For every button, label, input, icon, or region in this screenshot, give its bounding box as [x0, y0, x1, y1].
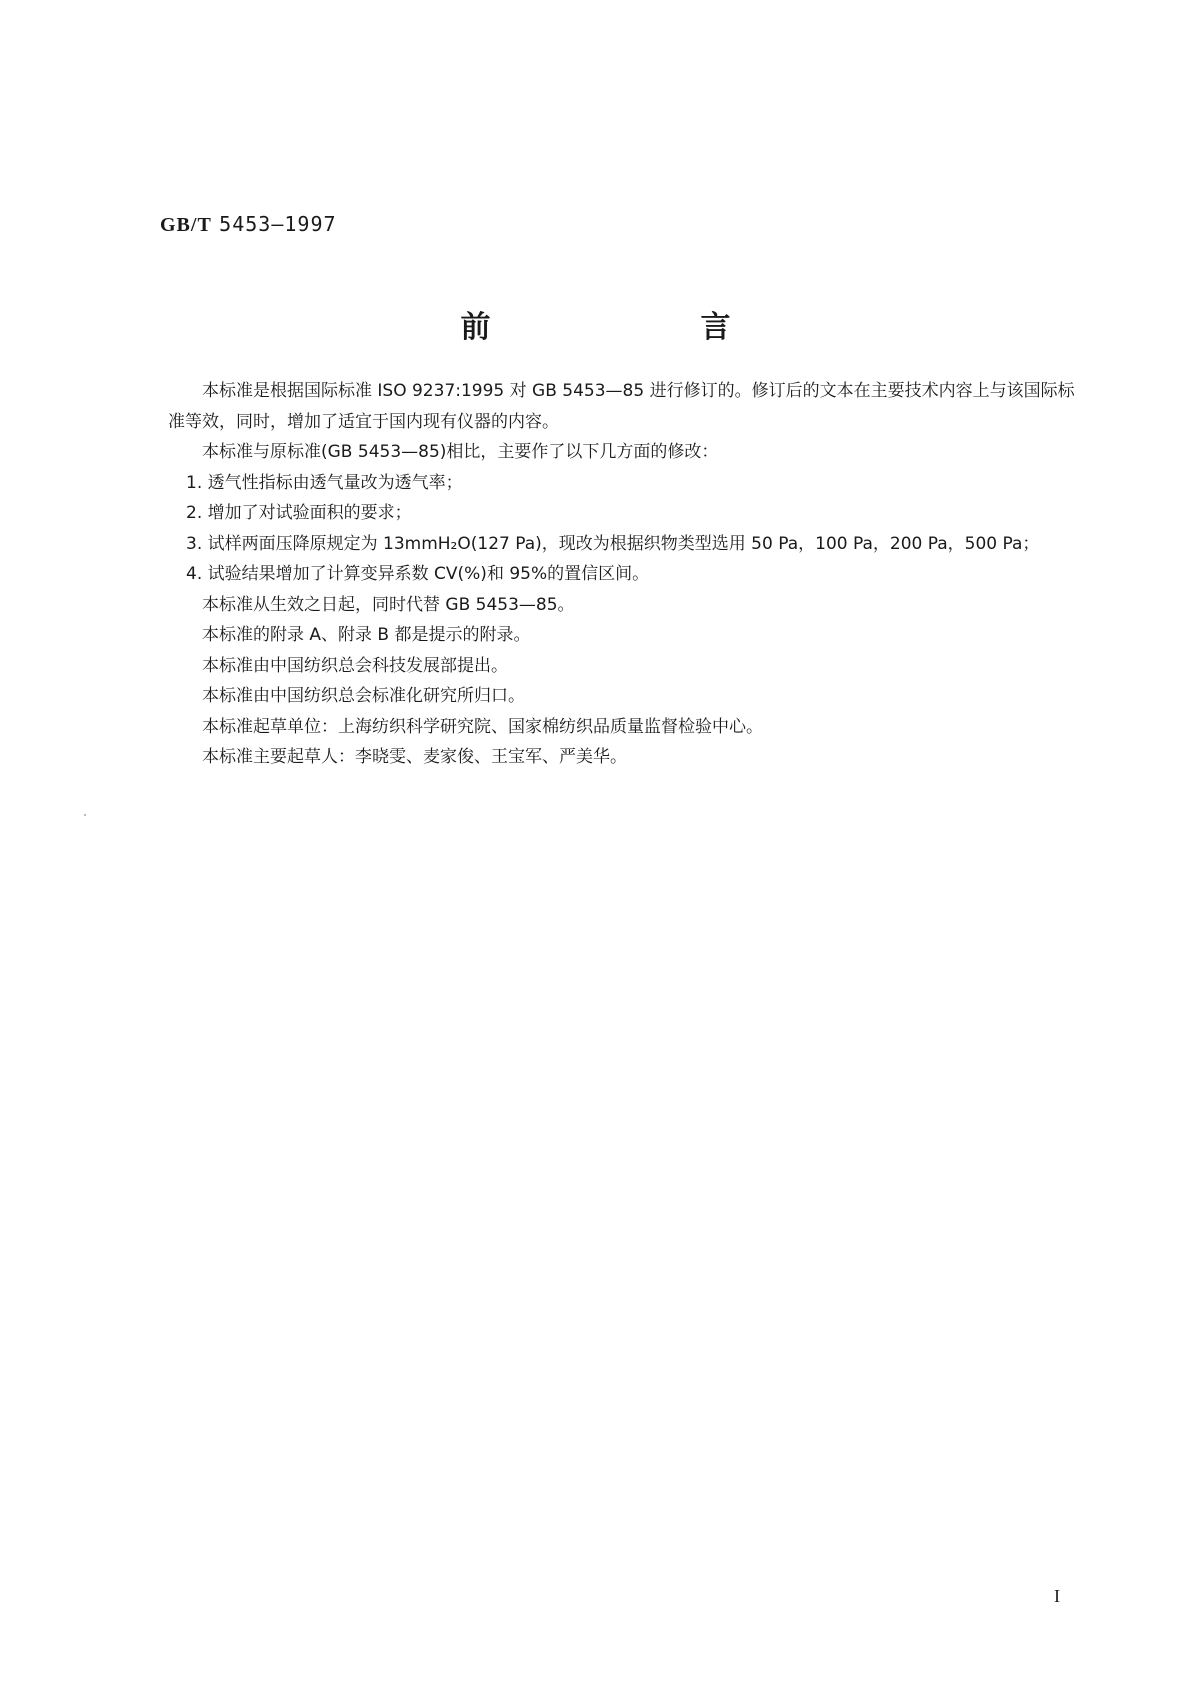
list-item: 1. 透气性指标由透气量改为透气率； [186, 472, 463, 493]
standard-code [160, 212, 337, 237]
page-number: I [1054, 1586, 1060, 1606]
list-item: 2. 增加了对试验面积的要求； [186, 503, 412, 523]
paragraph: 本标准主要起草人：李晓雯、麦家俊、王宝军、严美华。 [202, 747, 627, 767]
paragraph: 本标准与原标准(GB 5453—85)相比，主要作了以下几方面的修改： [202, 442, 719, 462]
page-title: 前 言 [460, 310, 821, 345]
standard-prefix: GB/T [160, 214, 212, 236]
paragraph: 本标准从生效之日起，同时代替 GB 5453—85。 [202, 594, 575, 615]
foreword-body [168, 376, 1088, 773]
list-item: 4. 试验结果增加了计算变异系数 CV(%)和 95%的置信区间。 [186, 564, 650, 584]
list-item: 3. 试样两面压降原规定为 13mmH₂O(127 Pa)，现改为根据织物类型选用 50 Pa，100 Pa，200 Pa，500 Pa； [186, 533, 1040, 554]
paragraph: 本标准是根据国际标准 ISO 9237:1995 对 GB 5453—85 进行修订的。修订后的文本在主要技术内容上与该国际标准等效，同时，增加了适宜于国内现有仪器的内容。 [168, 381, 1075, 432]
paragraph: 本标准的附录 A、附录 B 都是提示的附录。 [202, 625, 531, 645]
scan-artifact [84, 814, 86, 816]
paragraph: 本标准由中国纺织总会标准化研究所归口。 [202, 686, 525, 706]
paragraph: 本标准起草单位：上海纺织科学研究院、国家棉纺织品质量监督检验中心。 [202, 716, 763, 737]
standard-number: 5453—1997 [219, 212, 337, 236]
paragraph: 本标准由中国纺织总会科技发展部提出。 [202, 655, 508, 676]
